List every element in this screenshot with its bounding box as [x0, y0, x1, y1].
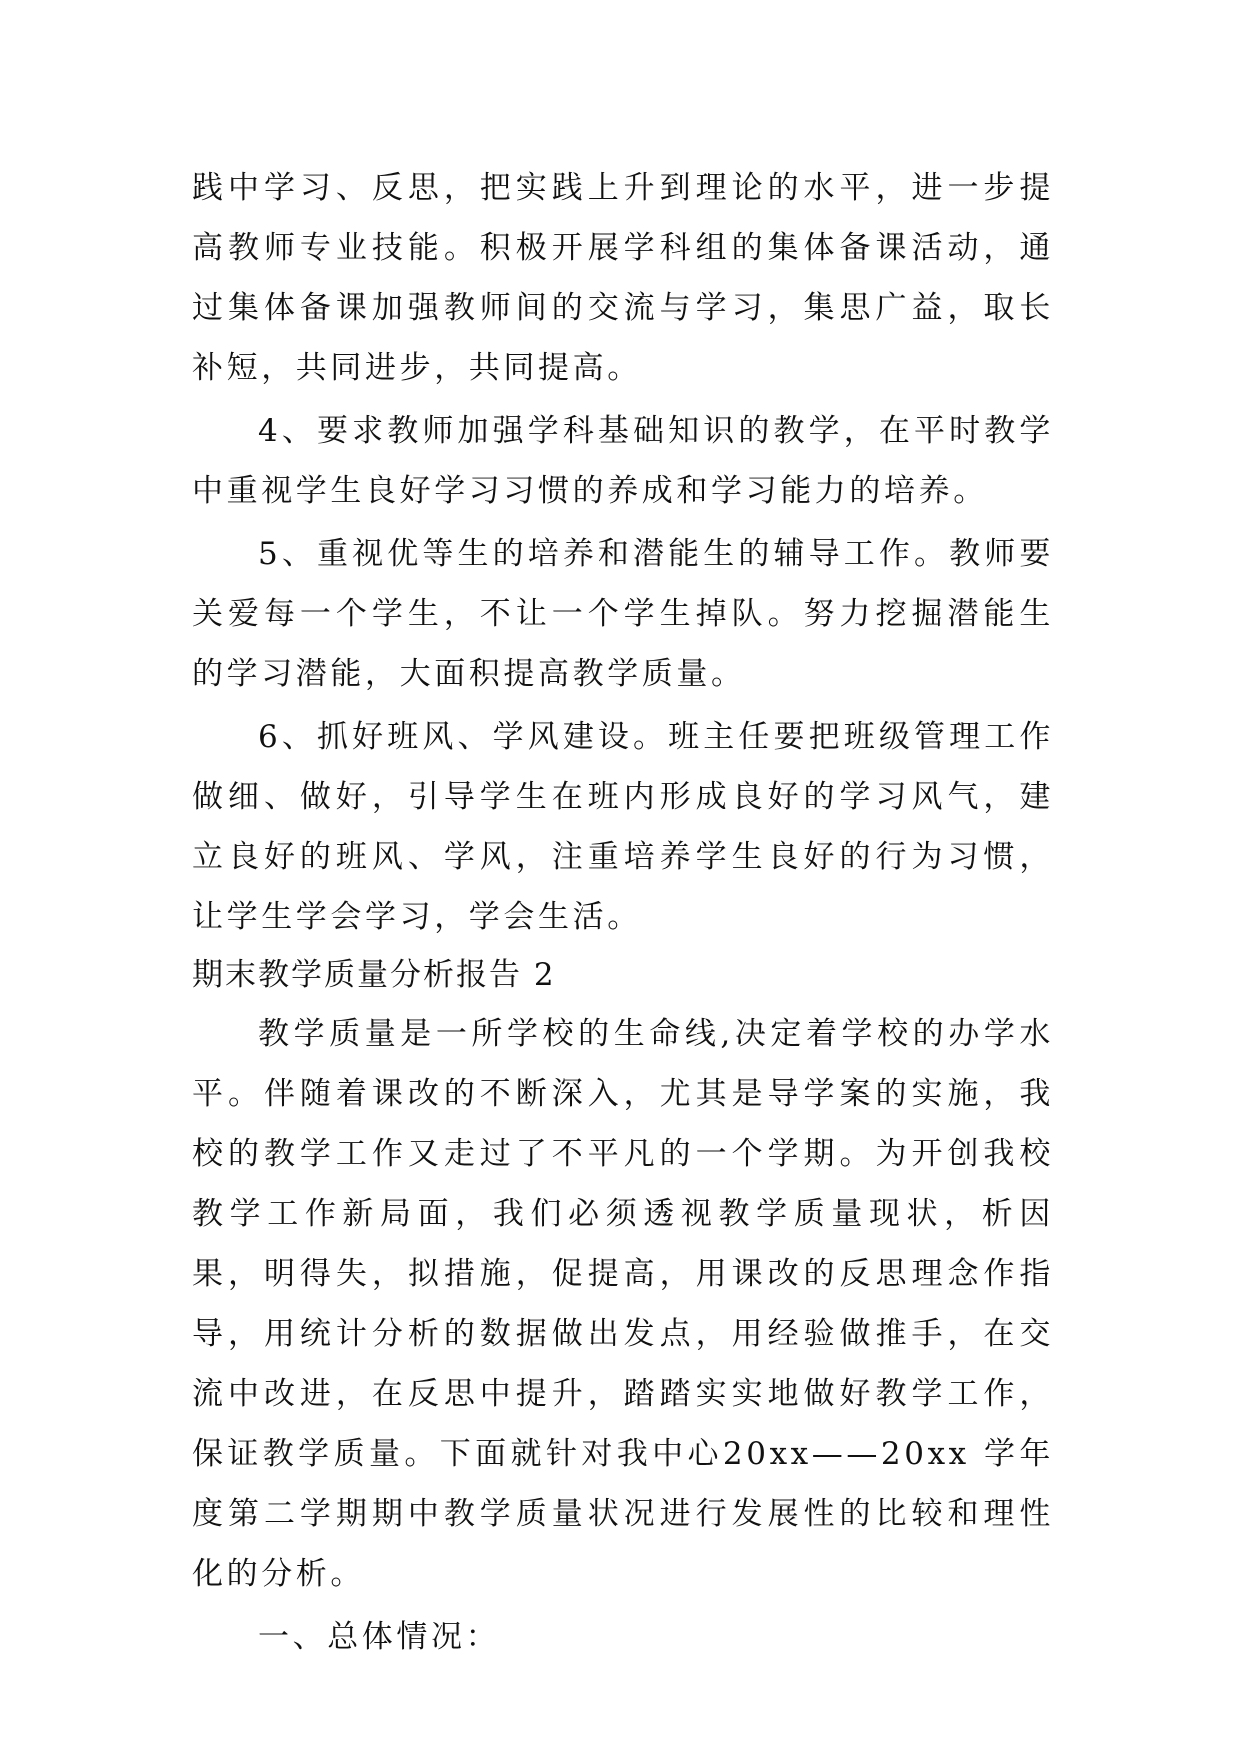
paragraph-item-4: 4、要求教师加强学科基础知识的教学，在平时教学中重视学生良好学习习惯的养成和学习能力的培养。 [192, 413, 1054, 509]
document-page [192, 158, 1054, 1667]
paragraph-item-6: 6、抓好班风、学风建设。班主任要把班级管理工作做细、做好，引导学生在班内形成良好的学习风气，建立良好的班风、学风，注重培养学生良好的行为习惯，让学生学会学习，学会生活。 [192, 719, 1054, 935]
paragraph-overview-heading: 一、总体情况： [258, 1619, 501, 1655]
paragraph-item-5: 5、重视优等生的培养和潜能生的辅导工作。教师要关爱每一个学生，不让一个学生掉队。努力挖掘潜能生的学习潜能，大面积提高教学质量。 [192, 536, 1054, 692]
paragraph-continuation: 践中学习、反思，把实践上升到理论的水平，进一步提高教师专业技能。积极开展学科组的集体备课活动，通过集体备课加强教师间的交流与学习，集思广益，取长补短，共同进步，共同提高。 [192, 170, 1054, 386]
section-heading: 期末教学质量分析报告 2 [192, 957, 556, 993]
paragraph-intro: 教学质量是一所学校的生命线,决定着学校的办学水平。伴随着课改的不断深入，尤其是导学案的实施，我校的教学工作又走过了不平凡的一个学期。为开创我校教学工作新局面，我们必须透视教学质量现状，析因果，明得失，拟措施，促提高，用课改的反思理念作指导，用统计分析的数据做出发点，用经验做推手，在交流中改进，在反思中提升，踏踏实实地做好教学工作，保证教学质量。下面就针对我中心20xx——20xx 学年度第二学期期中教学质量状况进行发展性的比较和理性化的分析。 [192, 1016, 1054, 1592]
